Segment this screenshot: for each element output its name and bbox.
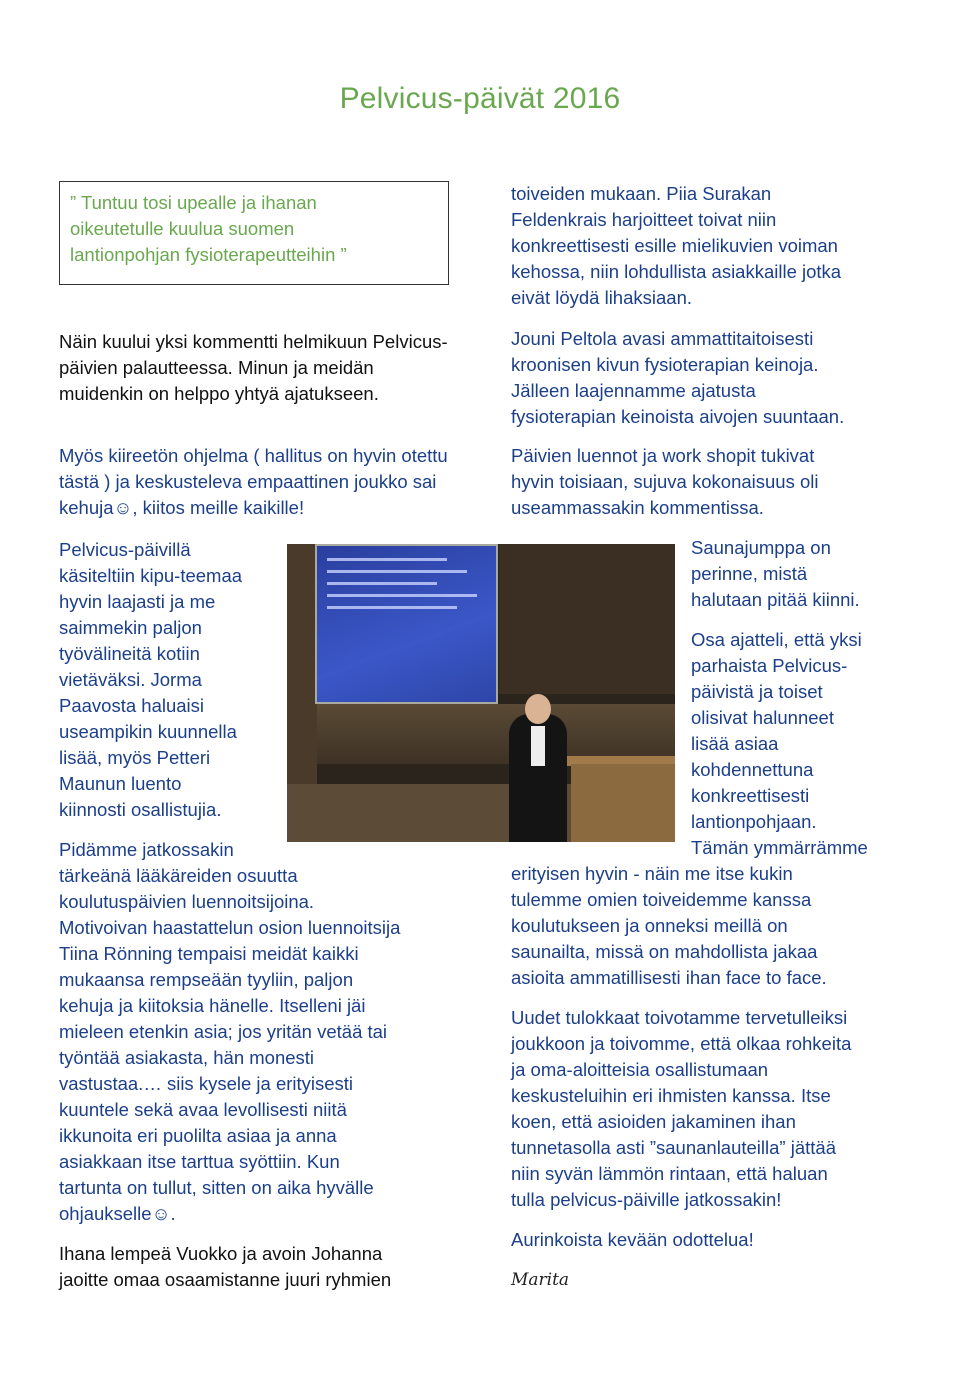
- right-paragraph-feedback-continued: erityisen hyvin - näin me itse kukin tulemme omien toiveidemme kanssa koulutukseen ja onneksi meillä on saunailta, missä on mahdollista jakaa asioita ammatillisesti ihan face to face.: [511, 863, 827, 988]
- right-paragraph-sauna: Saunajumppa on perinne, mistä halutaan pitää kiinni.: [691, 537, 860, 610]
- right-paragraph-newcomers: Uudet tulokkaat toivotamme tervetulleiksi joukkoon ja toivomme, että olkaa rohkeita ja oma-aloitteisia osallistumaan keskusteluihin eri ihmisten kanssa. Itse koen, että asioiden jakaminen ihan tunnetasolla asti ”saunanlauteilla” jättää niin syvän lämmön rintaan, että haluan tulla pelvicus-päiville jatkossakin!: [511, 1007, 852, 1210]
- left-paragraph-intro: Näin kuului yksi kommentti helmikuun Pelvicus-päivien palautteessa. Minun ja meidän muidenkin on helppo yhtyä ajatukseen.: [59, 331, 448, 404]
- right-paragraph-feldenkrais: toiveiden mukaan. Piia Surakan Feldenkrais harjoitteet toivat niin konkreettisesti esille mielikuvien voiman kehossa, niin lohdullista asiakkaille jotka eivät löydä lihaksiaan.: [511, 183, 842, 308]
- right-paragraph-peltola: Jouni Peltola avasi ammattitaitoisesti kroonisen kivun fysioterapian keinoja. Jälleen laajennamme ajatusta fysioterapian keinoista aivojen suuntaan.: [511, 328, 845, 427]
- right-paragraph-workshops: Päivien luennot ja work shopit tukivat hyvin toisiaan, sujuva kokonaisuus oli useammassakin kommentissa.: [511, 445, 819, 518]
- left-paragraph-pain-theme: Pelvicus-päivillä käsiteltiin kipu-teemaa hyvin laajasti ja me saimmekin paljon työvälineitä kotiin vietäväksi. Jorma Paavosta haluaisi useampikin kuunnella lisää, myös Petteri Maunun luento kiinnosti osallistujia.: [59, 539, 243, 820]
- lecture-photo: [287, 544, 675, 842]
- projector-screen: [315, 544, 498, 704]
- signature: Marita: [511, 1270, 570, 1290]
- left-paragraph-program: Myös kiireetön ohjelma ( hallitus on hyvin otettu tästä ) ja keskusteleva empaattinen joukko sai kehuja☺, kiitos meille kaikille!: [59, 445, 448, 518]
- left-paragraph-lecturers: Pidämme jatkossakin tärkeänä lääkäreiden osuutta koulutuspäivien luennoitsijoina. Motivoivan haastattelun osion luennoitsija Tiina Rönning tempaisi meidät kaikki mukaansa rempseään tyyliin, paljon kehuja ja kiitoksia hänelle. Itselleni jäi mieleen etenkin asia; jos yritän vetää tai työntää asiakasta, hän monesti vastustaa.… siis kysele ja erityisesti kuuntele sekä avaa levollisesti niitä ikkunoita eri puolilta asiaa ja anna asiakkaan itse tarttua syöttiin. Kun tartunta on tullut, sitten on aika hyvälle ohjaukselle☺.: [59, 839, 401, 1224]
- right-paragraph-closing: Aurinkoista kevään odottelua!: [511, 1229, 754, 1250]
- quote-box: [59, 181, 449, 285]
- quote-text: ” Tuntuu tosi upealle ja ihanan oikeutetulle kuulua suomen lantionpohjan fysioterapeutteihin ”: [70, 192, 347, 265]
- left-paragraph-workshops: Ihana lempeä Vuokko ja avoin Johanna jaoitte omaa osaamistanne juuri ryhmien: [59, 1243, 392, 1290]
- podium: [571, 764, 675, 842]
- page-title: Pelvicus-päivät 2016: [339, 82, 621, 115]
- right-paragraph-feedback: Osa ajatteli, että yksi parhaista Pelvicus- päivistä ja toiset olisivat halunneet lisää asiaa kohdennettuna konkreettisesti lantionpohjaan. Tämän ymmärrämme: [691, 629, 868, 858]
